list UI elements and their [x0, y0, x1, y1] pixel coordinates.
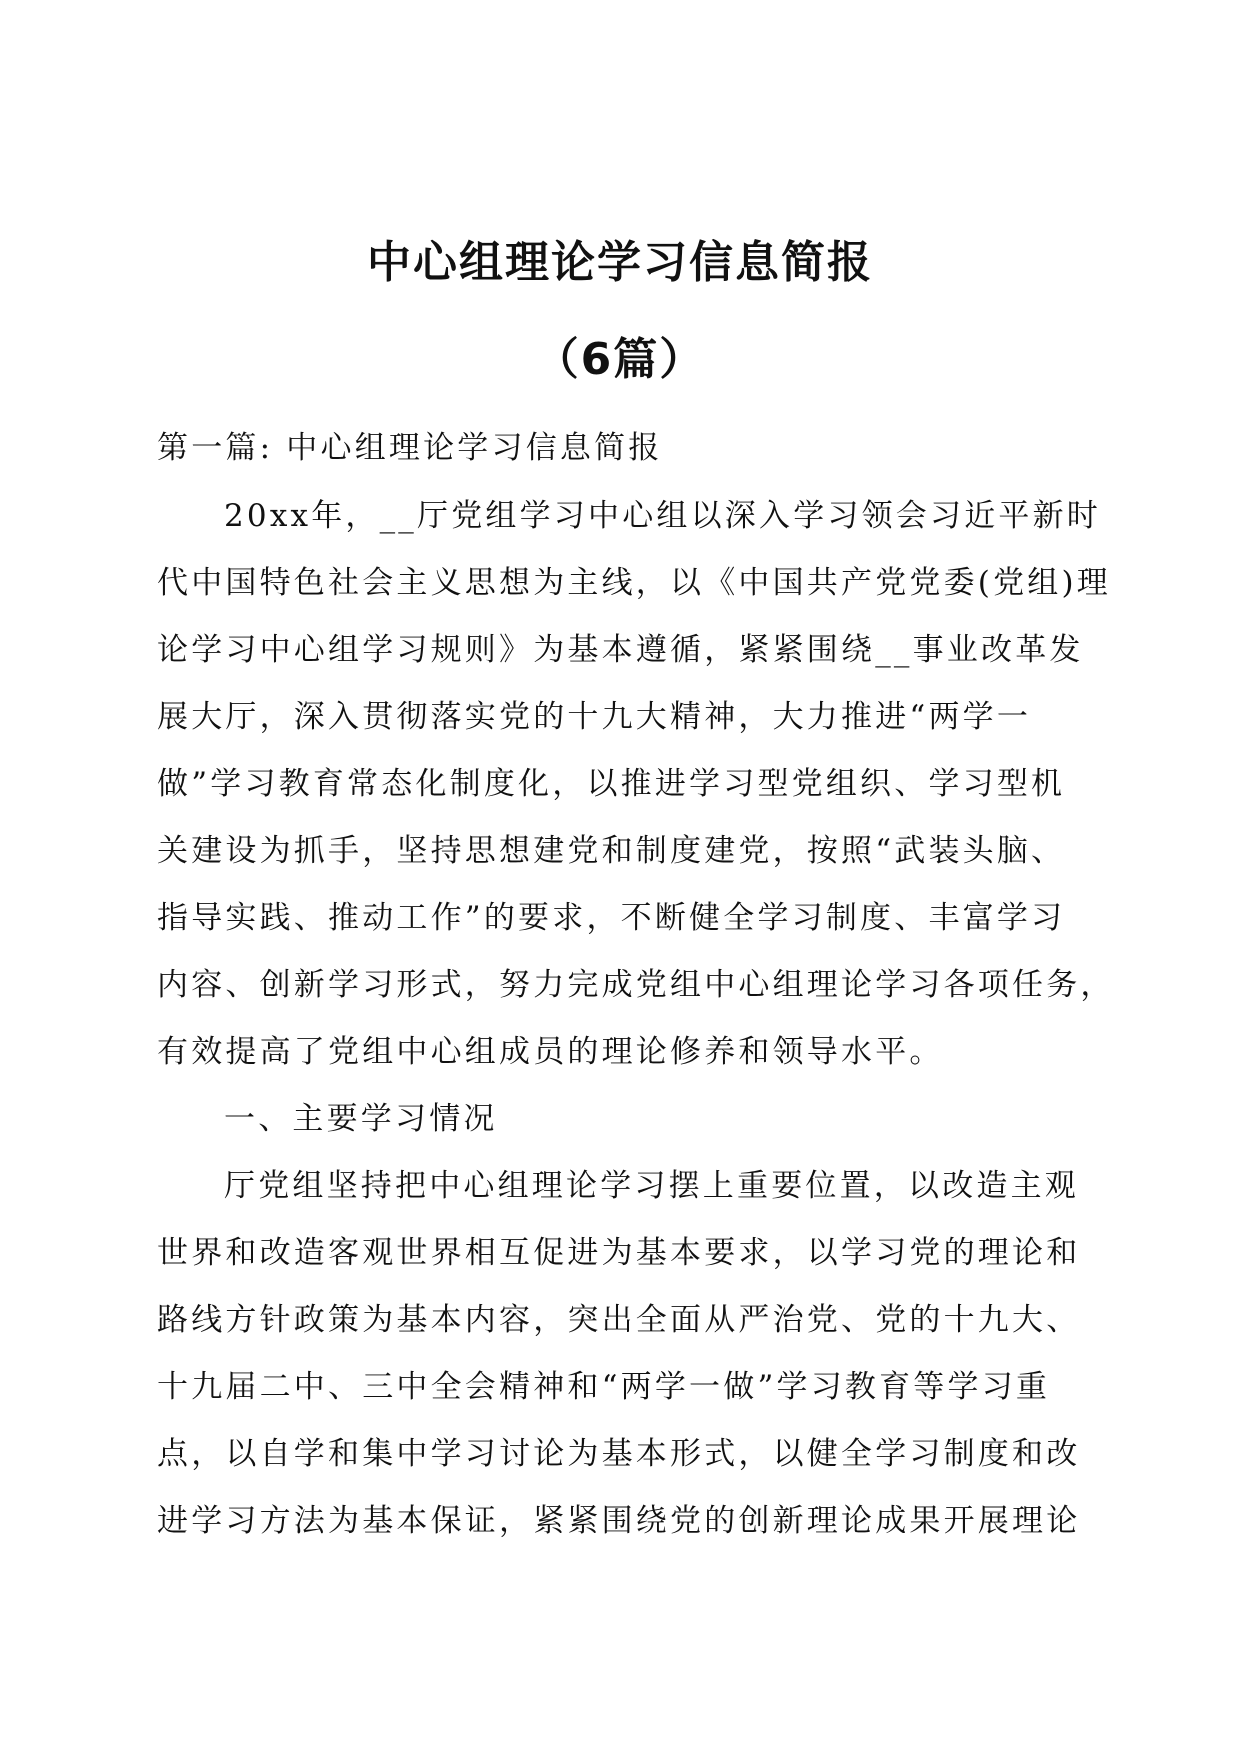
paragraph-line: 有效提高了党组中心组成员的理论修养和领导水平。	[157, 1034, 944, 1070]
paragraph-line: 进学习方法为基本保证，紧紧围绕党的创新理论成果开展理论	[157, 1503, 1081, 1539]
paragraph-line: 展大厅，深入贯彻落实党的十九大精神，大力推进“两学一	[157, 699, 1032, 735]
paragraph-line: 20xx年，__厅党组学习中心组以深入学习领会习近平新时	[224, 498, 1102, 534]
paragraph-line: 厅党组坚持把中心组理论学习摆上重要位置，以改造主观	[224, 1168, 1079, 1204]
paragraph-line: 代中国特色社会主义思想为主线，以《中国共产党党委(党组)理	[157, 565, 1111, 601]
paragraph-line: 指导实践、推动工作”的要求，不断健全学习制度、丰富学习	[157, 900, 1066, 936]
paragraph-line: 做”学习教育常态化制度化，以推进学习型党组织、学习型机	[157, 766, 1066, 802]
paragraph-line: 内容、创新学习形式，努力完成党组中心组理论学习各项任务，	[157, 967, 1115, 1003]
subheading: 一、主要学习情况	[224, 1101, 498, 1137]
paragraph-line: 关建设为抓手，坚持思想建党和制度建党，按照“武装头脑、	[157, 833, 1066, 869]
paragraph-line: 点，以自学和集中学习讨论为基本形式，以健全学习制度和改	[157, 1436, 1081, 1472]
section-heading: 第一篇: 中心组理论学习信息简报	[157, 430, 663, 466]
paragraph-line: 世界和改造客观世界相互促进为基本要求，以学习党的理论和	[157, 1235, 1081, 1271]
document-subtitle: （6篇）	[534, 334, 706, 385]
paragraph-line: 论学习中心组学习规则》为基本遵循，紧紧围绕__事业改革发	[157, 632, 1084, 668]
paragraph-line: 十九届二中、三中全会精神和“两学一做”学习教育等学习重	[157, 1369, 1051, 1405]
paragraph-line: 路线方针政策为基本内容，突出全面从严治党、党的十九大、	[157, 1302, 1081, 1338]
document-title: 中心组理论学习信息简报	[367, 237, 873, 288]
